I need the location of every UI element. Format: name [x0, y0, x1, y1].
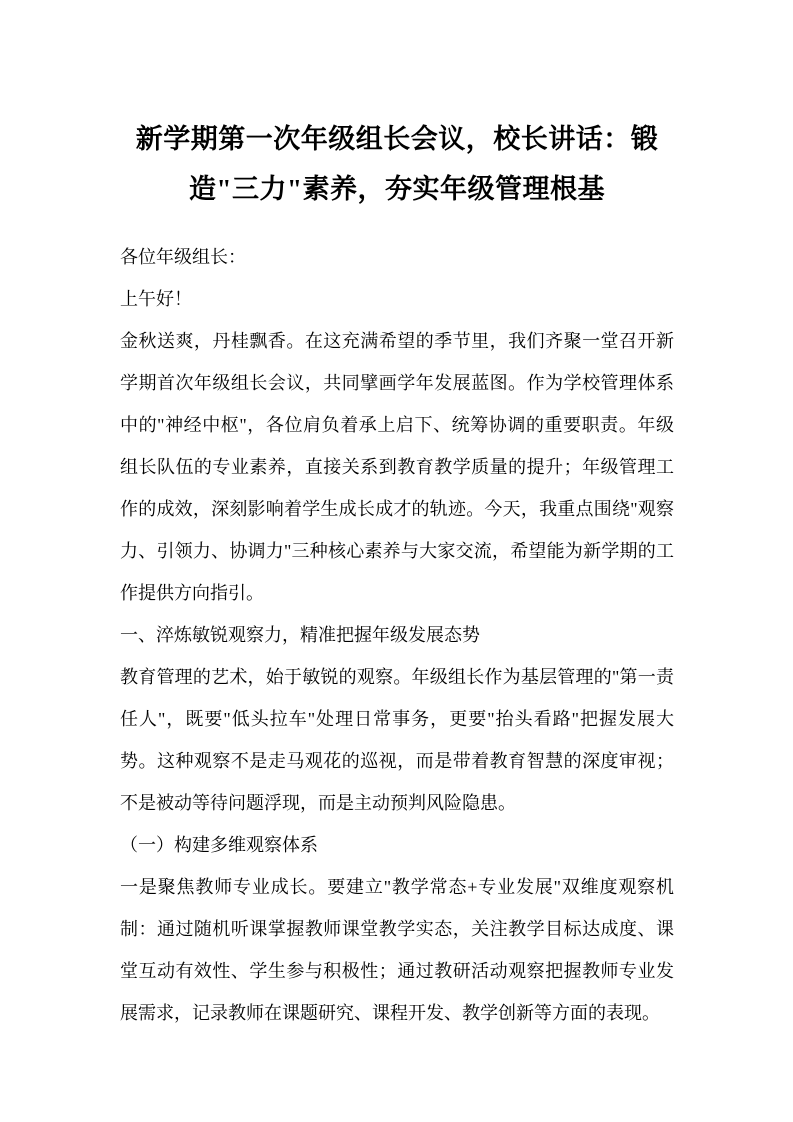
subsection-1-1-heading: （一）构建多维观察体系 [120, 835, 318, 855]
section-1-heading: 一、淬炼敏锐观察力，精准把握年级发展态势 [120, 625, 480, 645]
subsection-1-1-body: 一是聚焦教师专业成长。要建立"教学常态+专业发展"双维度观察机制：通过随机听课掌握教师课堂教学实态，关注教学目标达成度、课堂互动有效性、学生参与积极性；通过教研活动观察把握教师专业发展需求，记录教师在课题研究、课程开发、教学创新等方面的表现。 [120, 877, 674, 1023]
paragraph-salutation: 各位年级组长： [120, 247, 246, 267]
paragraph-introduction: 金秋送爽，丹桂飘香。在这充满希望的季节里，我们齐聚一堂召开新学期首次年级组长会议，共同擘画学年发展蓝图。作为学校管理体系中的"神经中枢"，各位肩负着承上启下、统筹协调的重要职责。年级组长队伍的专业素养，直接关系到教育教学质量的提升；年级管理工作的成效，深刻影响着学生成长成才的轨迹。今天，我重点围绕"观察力、引领力、协调力"三种核心素养与大家交流，希望能为新学期的工作提供方向指引。 [120, 331, 674, 603]
document-title: 新学期第一次年级组长会议，校长讲话：锻造"三力"素养，夯实年级管理根基 [135, 124, 659, 204]
section-1-body: 教育管理的艺术，始于敏锐的观察。年级组长作为基层管理的"第一责任人"，既要"低头拉车"处理日常事务，更要"抬头看路"把握发展大势。这种观察不是走马观花的巡视，而是带着教育智慧的深度审视；不是被动等待问题浮现，而是主动预判风险隐患。 [120, 667, 674, 813]
paragraph-greeting: 上午好！ [120, 289, 192, 309]
document-body [120, 236, 674, 1034]
